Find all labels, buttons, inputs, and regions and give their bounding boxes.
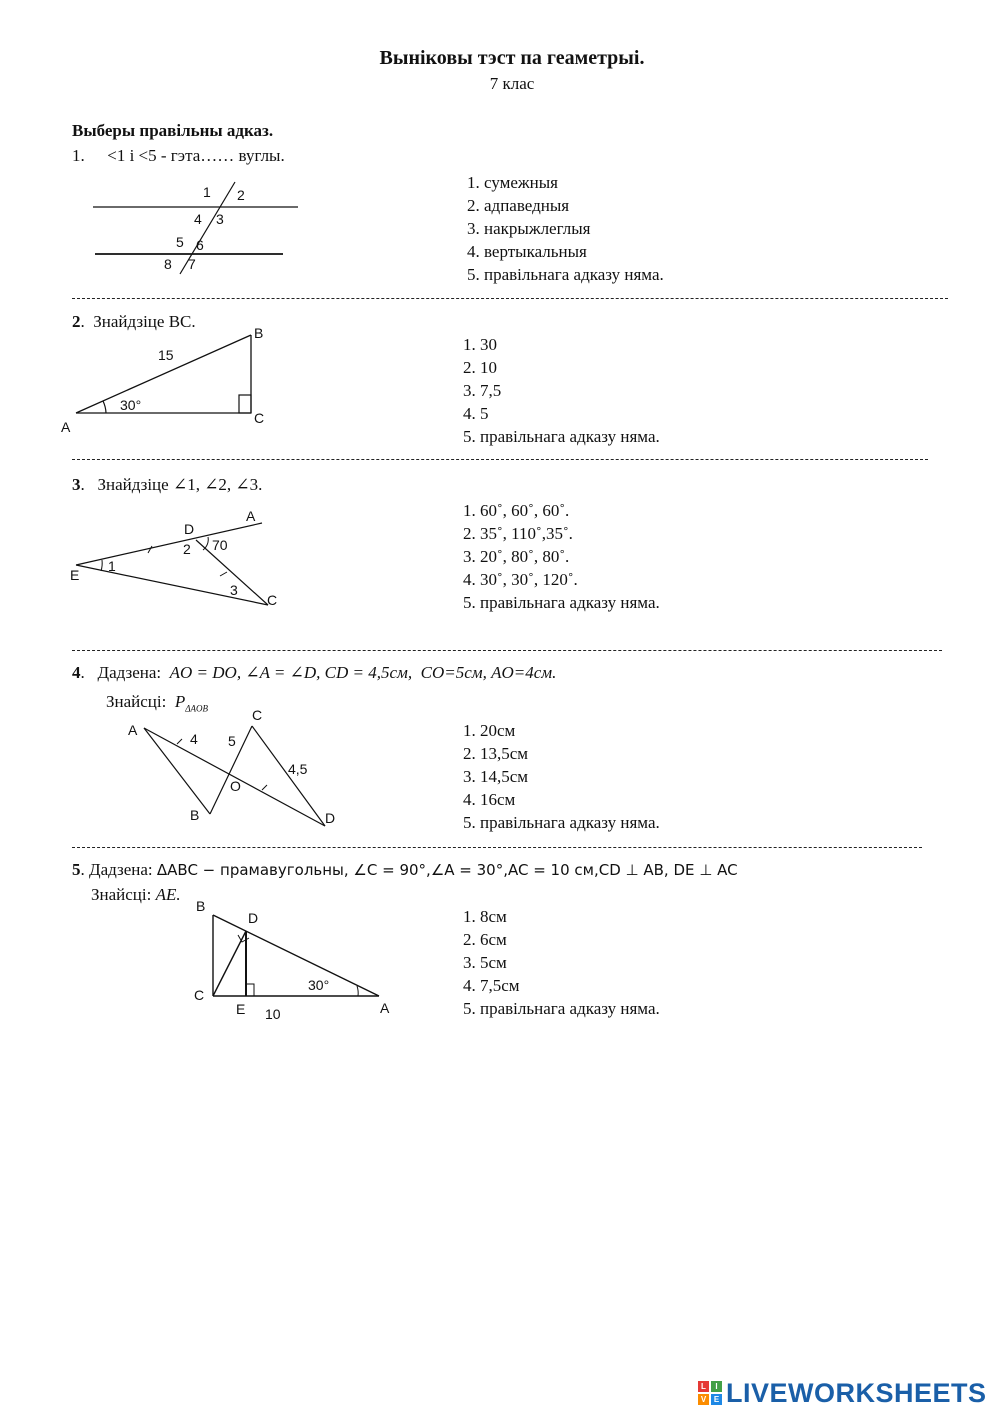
answer-option[interactable]: 4. 30˚, 30˚, 120˚.	[463, 570, 578, 589]
answer-option[interactable]: 3. 5см	[463, 953, 507, 972]
question-text: Знайдзіце ∠1, ∠2, ∠3.	[97, 475, 263, 494]
figure-label: A	[246, 508, 256, 524]
answer-option[interactable]: 5. правільнага адказу няма.	[463, 999, 660, 1018]
find-label: Знайсці:	[91, 885, 152, 904]
figure-label: 1	[203, 184, 211, 200]
divider	[72, 298, 948, 299]
answer-options-5	[463, 905, 660, 1020]
figure-label: C	[254, 410, 265, 426]
logo-square: E	[711, 1394, 722, 1405]
find-label: Знайсці:	[106, 692, 167, 711]
figure-label: A	[128, 722, 138, 738]
figure-label: A	[380, 1000, 390, 1016]
instruction: Выберы правільны адказ.	[72, 121, 274, 140]
figure-label: 4	[194, 211, 202, 227]
figure-label: D	[325, 810, 336, 826]
logo-text: LIVEWORKSHEETS	[726, 1377, 987, 1408]
figure-right-triangle	[58, 320, 278, 438]
find-value: AE.	[155, 885, 181, 904]
question-3: 3. Знайдзіце ∠1, ∠2, ∠3.	[72, 475, 263, 494]
question-1	[72, 146, 285, 166]
figure-label: 3	[230, 582, 238, 598]
figure-right-triangle-abc	[186, 895, 401, 1025]
answer-option[interactable]: 5. правільнага адказу няма.	[463, 813, 660, 832]
answer-option[interactable]: 4. 7,5см	[463, 976, 520, 995]
page-title: Выніковы тэст па геаметрыі.	[379, 47, 645, 69]
answer-options-3	[463, 499, 660, 614]
figure-label: B	[196, 898, 206, 914]
figure-label: 1	[108, 558, 116, 574]
answer-option[interactable]: 3. 14,5см	[463, 767, 529, 786]
figure-crossed-triangles	[122, 700, 347, 830]
figure-triangle-edc	[66, 505, 286, 610]
figure-label: E	[236, 1001, 246, 1017]
answer-option[interactable]: 3. 7,5	[463, 381, 502, 400]
logo-square: L	[698, 1381, 709, 1392]
question-4: 4. Дадзена: AO = DO, ∠A = ∠D, CD = 4,5см, CO=5см, AO=4см.	[72, 663, 557, 682]
find-value: P	[174, 692, 186, 711]
figure-label: A	[61, 419, 71, 435]
figure-label: 10	[265, 1006, 281, 1022]
figure-label: 5	[176, 234, 184, 250]
figure-label: 2	[183, 541, 191, 557]
question-5: 5. Дадзена: ΔABC − прамавугольны, ∠C = 90°,∠A = 30°,AC = 10 см,CD ⊥ AB, DE ⊥ AC	[72, 860, 738, 879]
liveworksheets-logo	[698, 1378, 987, 1408]
divider	[72, 650, 942, 651]
given-rest: CO=5см, AO=4см.	[420, 663, 557, 682]
answer-option[interactable]: 2. 13,5см	[463, 744, 529, 763]
answer-option[interactable]: 1. сумежныя	[467, 173, 558, 192]
question-text: Дадзена:	[97, 663, 162, 682]
figure-label: 30°	[308, 977, 330, 993]
figure-label: 2	[237, 187, 245, 203]
figure-label: 30°	[120, 397, 142, 413]
figure-label: O	[230, 778, 241, 794]
question-number: 2	[72, 312, 81, 331]
figure-label: E	[70, 567, 80, 583]
answer-option[interactable]: 1. 8см	[463, 907, 507, 926]
answer-options-1	[467, 171, 664, 286]
answer-option[interactable]: 1. 20см	[463, 721, 516, 740]
figure-label: D	[248, 910, 259, 926]
divider	[72, 847, 922, 848]
figure-label: 6	[196, 237, 204, 253]
divider	[72, 459, 928, 460]
answer-option[interactable]: 4. вертыкальныя	[467, 242, 587, 261]
answer-option[interactable]: 3. накрыжлеглыя	[467, 219, 591, 238]
figure-label: 8	[164, 256, 172, 272]
figure-label: 3	[216, 211, 224, 227]
figure-label: C	[252, 707, 263, 723]
figure-label: 7	[188, 256, 196, 272]
answer-option[interactable]: 5. правільнага адказу няма.	[463, 427, 660, 446]
logo-squares-icon	[698, 1381, 722, 1405]
figure-label: B	[190, 807, 200, 823]
answer-option[interactable]: 4. 5	[463, 404, 489, 423]
given-formula: ΔABC − прамавугольны, ∠C = 90°,∠A = 30°,AC = 10 см,CD ⊥ AB, DE ⊥ AC	[156, 861, 738, 879]
question-text: <1 і <5 - гэта…… вуглы.	[107, 146, 285, 165]
answer-options-2	[463, 333, 660, 448]
figure-label: 70	[212, 537, 228, 553]
find-subscript: ΔAOB	[185, 703, 209, 714]
answer-options-4	[463, 719, 660, 834]
figure-label: 4,5	[288, 761, 308, 777]
answer-option[interactable]: 2. адпаведныя	[467, 196, 570, 215]
given-formula: AO = DO, ∠A = ∠D, CD = 4,5см,	[169, 663, 413, 682]
figure-label: 5	[228, 733, 236, 749]
question-text: Знайдзіце BC.	[93, 312, 196, 331]
question-number: 5	[72, 860, 81, 879]
question-2: 2. Знайдзіце BC.	[72, 312, 196, 331]
question-number: 1.	[72, 146, 85, 165]
answer-option[interactable]: 2. 10	[463, 358, 497, 377]
logo-square: I	[711, 1381, 722, 1392]
figure-label: 15	[158, 347, 174, 363]
question-number: 3	[72, 475, 81, 494]
answer-option[interactable]: 3. 20˚, 80˚, 80˚.	[463, 547, 570, 566]
answer-option[interactable]: 1. 30	[463, 335, 497, 354]
answer-option[interactable]: 5. правільнага адказу няма.	[467, 265, 664, 284]
figure-label: C	[194, 987, 205, 1003]
answer-option[interactable]: 5. правільнага адказу няма.	[463, 593, 660, 612]
question-number: 4	[72, 663, 81, 682]
figure-label: B	[254, 325, 264, 341]
answer-option[interactable]: 4. 16см	[463, 790, 516, 809]
figure-label: D	[184, 521, 195, 537]
page-subtitle: 7 клас	[489, 74, 535, 93]
figure-label: C	[267, 592, 278, 608]
figure-parallel-lines	[88, 178, 303, 276]
figure-label: 4	[190, 731, 198, 747]
answer-option[interactable]: 1. 60˚, 60˚, 60˚.	[463, 501, 570, 520]
answer-option[interactable]: 2. 35˚, 110˚,35˚.	[463, 524, 573, 543]
find-line-5	[91, 885, 181, 905]
logo-square: V	[698, 1394, 709, 1405]
answer-option[interactable]: 2. 6см	[463, 930, 507, 949]
question-text: Дадзена:	[89, 860, 153, 879]
